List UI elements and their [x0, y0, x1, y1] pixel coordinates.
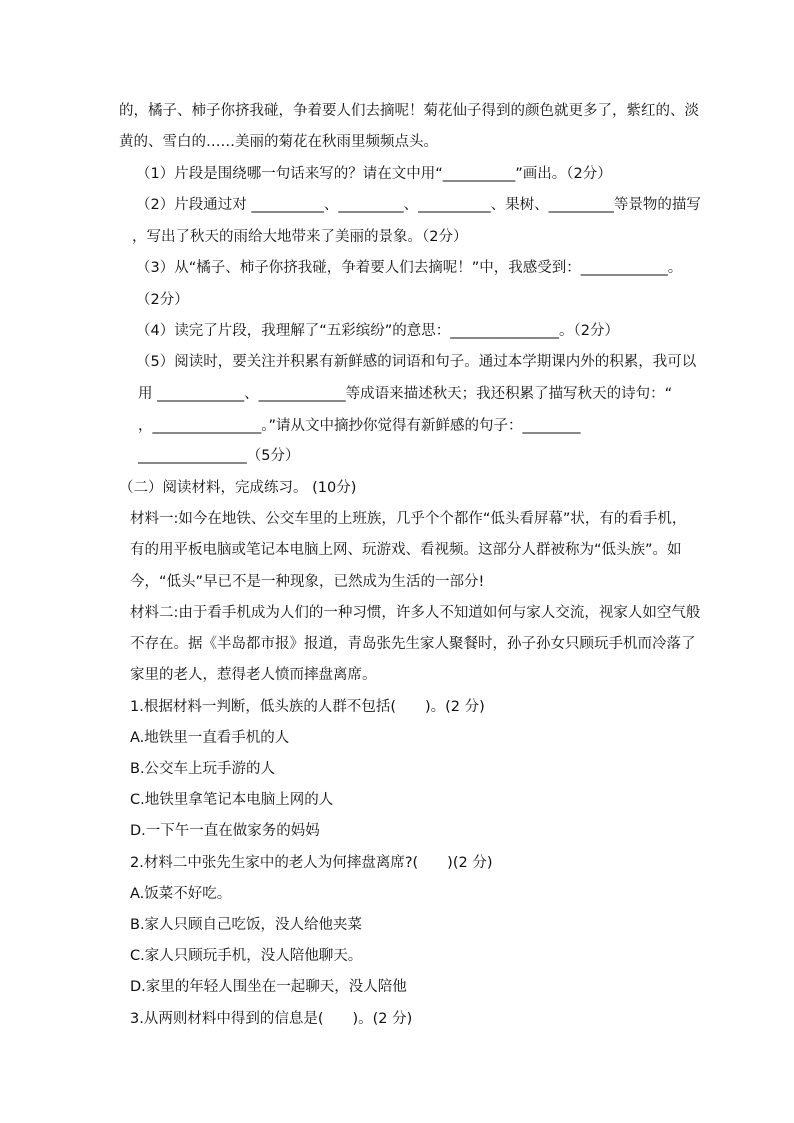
option-a: A.地铁里一直看手机的人: [130, 730, 290, 746]
text-line: 用 ____________、____________等成语来描述秋天；我还积累了描写秋天的诗句：“: [138, 386, 673, 402]
option-b: B.家人只顾自己吃饭，没人给他夹菜: [130, 917, 363, 933]
text-line: 家里的老人，惹得老人愤而摔盘离席。: [130, 667, 377, 683]
question-3: 3.从两则材料中得到的信息是( )。(2 分): [130, 1011, 413, 1027]
text-line: （5）阅读时，要关注并积累有新鲜感的词语和句子。通过本学期课内外的积累，我可以: [136, 354, 697, 370]
option-a: A.饭菜不好吃。: [130, 886, 232, 902]
text-line: 材料一:如今在地铁、公交车里的上班族，几乎个个都作“低头看屏幕”状，有的看手机，: [130, 511, 687, 527]
option-c: C.地铁里拿笔记本电脑上网的人: [130, 792, 334, 808]
text-line: 材料二:由于看手机成为人们的一种习惯，许多人不知道如何与家人交流，视家人如空气般: [130, 605, 701, 621]
option-b: B.公交车上玩手游的人: [130, 761, 276, 777]
text-line: ，写出了秋天的雨给大地带来了美丽的景象。（2分）: [132, 229, 468, 245]
text-line: （3）从“橘子、柿子你挤我碰，争着要人们去摘呢！”中，我感受到：____________。: [136, 260, 683, 276]
text-line: （2）片段通过对 __________、_________、__________、果树、_________等景物的描写: [136, 197, 701, 213]
text-line: （1）片段是围绕哪一句话来写的？请在文中用“__________”画出。（2分）: [136, 166, 612, 182]
text-line: （2分）: [136, 292, 189, 308]
text-line: 黄的、雪白的……美丽的菊花在秋雨里频频点头。: [119, 134, 438, 150]
text-line: 有的用平板电脑或笔记本电脑上网、玩游戏、看视频。这部分人群被称为“低头族”。如: [130, 542, 682, 558]
text-line: 今，“低头”早已不是一种现象，已然成为生活的一部分!: [130, 574, 485, 590]
question-2: 2.材料二中张先生家中的老人为何摔盘离席?( )(2 分): [130, 855, 493, 871]
question-1: 1.根据材料一判断，低头族的人群不包括( )。(2 分): [130, 699, 485, 715]
text-line: 的，橘子、柿子你挤我碰，争着要人们去摘呢！菊花仙子得到的颜色就更多了，紫红的、淡: [119, 103, 699, 119]
text-line: 不存在。据《半岛都市报》报道，青岛张先生家人聚餐时，孙子孙女只顾玩手机而冷落了: [130, 636, 696, 652]
option-d: D.一下午一直在做家务的妈妈: [130, 823, 320, 839]
text-line: ，_______________。”请从文中摘抄你觉得有新鲜感的句子：________: [138, 418, 581, 434]
option-d: D.家里的年轻人围坐在一起聊天，没人陪他: [130, 979, 407, 995]
text-line: _______________（5分）: [138, 448, 300, 464]
text-line: （4）读完了片段，我理解了“五彩缤纷”的意思：_______________。（2分）: [136, 323, 619, 339]
section-heading: （二）阅读材料，完成练习。 (10分): [119, 480, 357, 496]
option-c: C.家人只顾玩手机，没人陪他聊天。: [130, 948, 363, 964]
